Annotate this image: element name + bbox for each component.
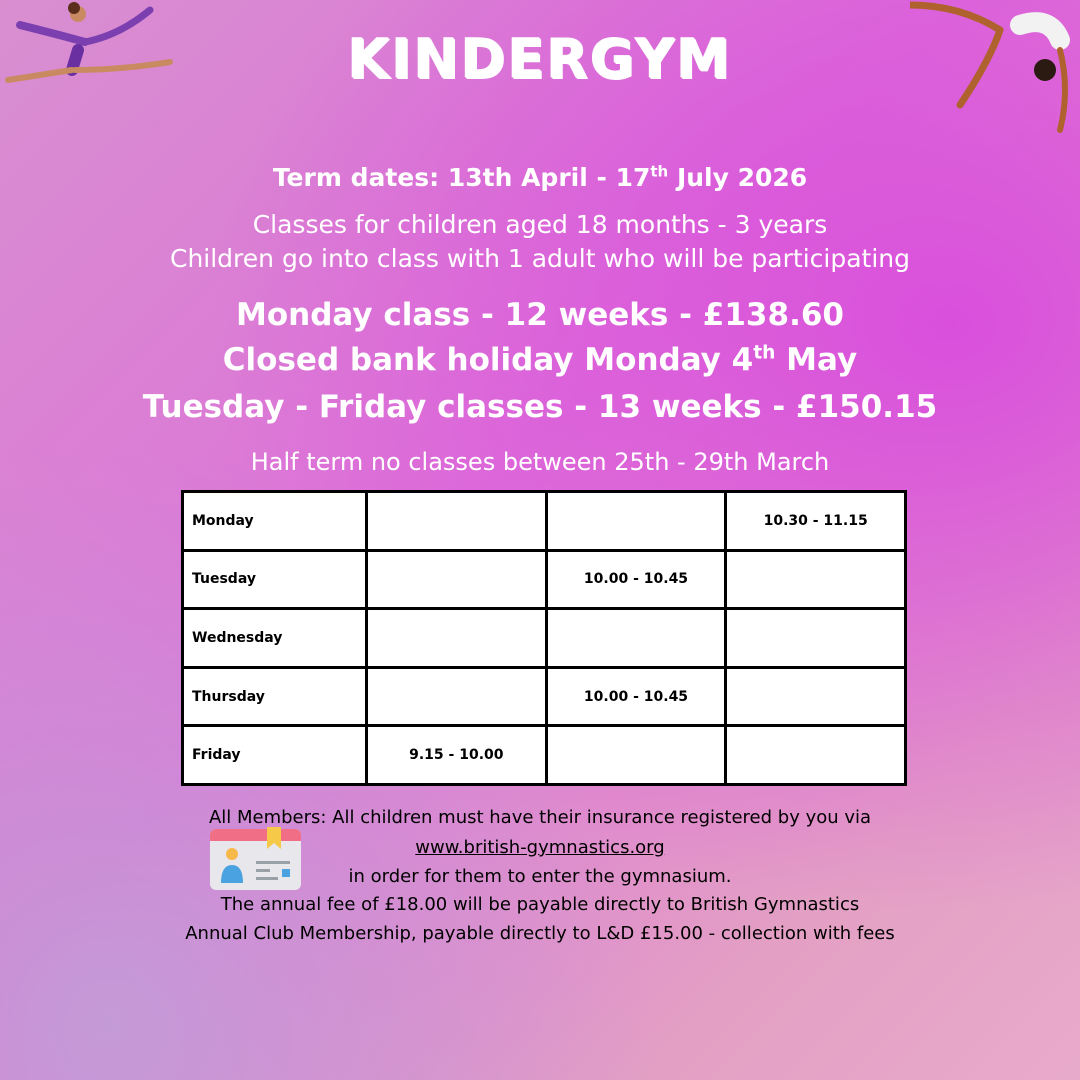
schedule-slot <box>367 492 547 551</box>
club-membership-text: Annual Club Membership, payable directly to L&D £15.00 - collection with fees <box>185 923 895 944</box>
schedule-day: Friday <box>183 726 367 785</box>
adult-participation-text: Children go into class with 1 adult who will be participating <box>169 244 910 273</box>
schedule-slot: 9.15 - 10.00 <box>367 726 547 785</box>
schedule-slot: 10.00 - 10.45 <box>546 667 726 726</box>
schedule-slot <box>367 609 547 668</box>
schedule-row <box>183 550 906 609</box>
insurance-notice: All Members: All children must have their insurance registered by you via <box>208 807 872 828</box>
schedule-slot <box>726 726 906 785</box>
schedule-row <box>183 609 906 668</box>
page-title: KINDERGYM <box>347 28 733 91</box>
annual-fee-text: The annual fee of £18.00 will be payable directly to British Gymnastics <box>220 894 860 915</box>
schedule-row <box>183 667 906 726</box>
schedule-day: Monday <box>183 492 367 551</box>
schedule-slot <box>546 609 726 668</box>
tue-fri-class-price: Tuesday - Friday classes - 13 weeks - £150.15 <box>142 389 938 425</box>
schedule-slot: 10.00 - 10.45 <box>546 550 726 609</box>
schedule-day: Tuesday <box>183 550 367 609</box>
schedule-slot <box>367 550 547 609</box>
schedule-slot <box>546 492 726 551</box>
schedule-slot <box>726 609 906 668</box>
schedule-slot <box>546 726 726 785</box>
bank-holiday-notice: Closed bank holiday Monday 4th May <box>222 342 858 378</box>
term-dates: Term dates: 13th April - 17th July 2026 <box>272 162 808 192</box>
schedule-slot <box>726 550 906 609</box>
schedule-row <box>183 492 906 551</box>
schedule-day: Wednesday <box>183 609 367 668</box>
monday-class-price: Monday class - 12 weeks - £138.60 <box>236 297 844 333</box>
half-term-notice: Half term no classes between 25th - 29th March <box>250 448 830 476</box>
schedule-slot <box>726 667 906 726</box>
schedule-row <box>183 726 906 785</box>
schedule-slot: 10.30 - 11.15 <box>726 492 906 551</box>
age-range-text: Classes for children aged 18 months - 3 years <box>252 210 828 239</box>
gymnasium-entry-text: in order for them to enter the gymnasium. <box>348 866 732 887</box>
schedule-day: Thursday <box>183 667 367 726</box>
schedule-slot <box>367 667 547 726</box>
british-gymnastics-link[interactable]: www.british-gymnastics.org <box>415 837 665 858</box>
schedule-table <box>181 490 907 786</box>
